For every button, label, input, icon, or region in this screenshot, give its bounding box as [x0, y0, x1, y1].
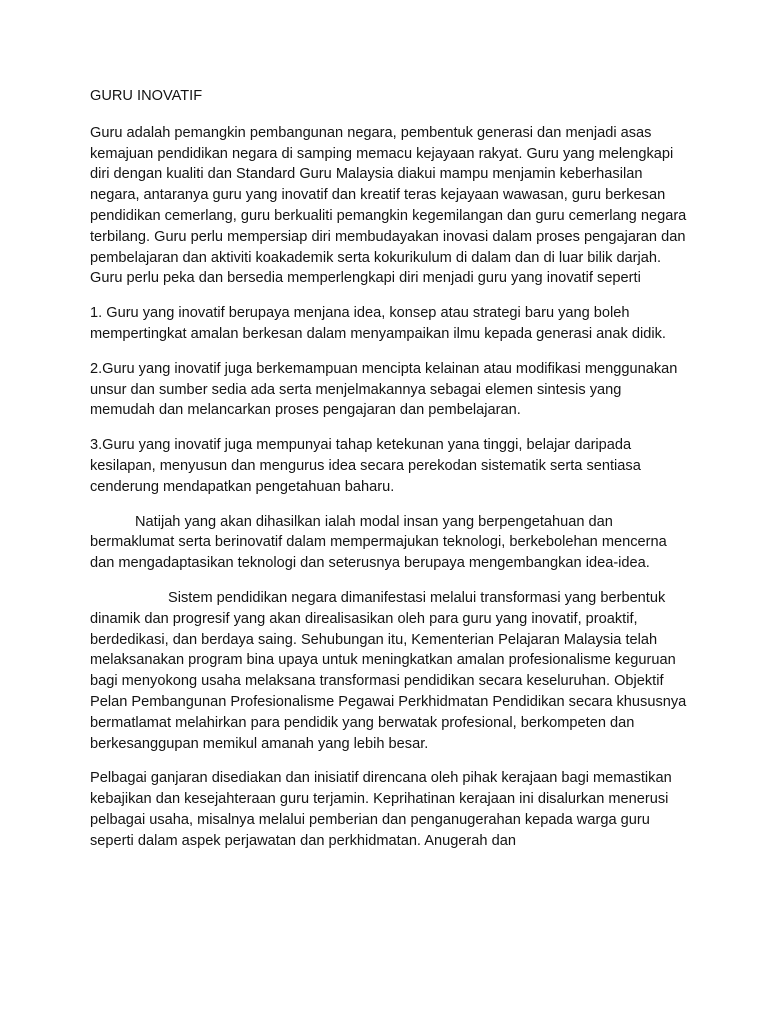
ganjaran-paragraph: Pelbagai ganjaran disediakan dan inisiatif direncana oleh pihak kerajaan bagi memastikan kebajikan dan kesejahteraan guru terjamin. Keprihatinan kerajaan ini disalurkan menerusi pelbagai usaha, misalnya melalui pemberian dan penganugerahan kepada warga guru seperti dalam aspek perjawatan dan perkhidmatan. Anugerah dan [90, 770, 672, 849]
natijah-paragraph: Natijah yang akan dihasilkan ialah modal insan yang berpengetahuan dan bermaklumat serta berinovatif dalam mempermajukan teknologi, berkebolehan mencerna dan mengadaptasikan teknologi dan seterusnya berupaya mengembangkan idea-idea. [90, 513, 667, 572]
document-title: GURU INOVATIF [90, 88, 203, 104]
intro-paragraph: Guru adalah pemangkin pembangunan negara, pembentuk generasi dan menjadi asas kemajuan pendidikan negara di samping memacu kejayaan rakyat. Guru yang melengkapi diri dengan kualiti dan Standard Guru Malaysia diakui mampu menjamin keberhasilan negara, antaranya guru yang inovatif dan kreatif teras kejayaan wawasan, guru berkesan pendidikan cemerlang, guru berkualiti pemangkin kegemilangan dan guru cemerlang negara terbilang. Guru perlu mempersiap diri membudayakan inovasi dalam proses pengajaran dan pembelajaran dan aktiviti koakademik serta kokurikulum di dalam dan di luar bilik darjah. Guru perlu peka dan bersedia memperlengkapi diri menjadi guru yang inovatif seperti [90, 124, 687, 287]
sistem-paragraph: Sistem pendidikan negara dimanifestasi melalui transformasi yang berbentuk dinamik dan progresif yang akan direalisasikan oleh para guru yang inovatif, proaktif, berdedikasi, dan berdaya saing. Sehubungan itu, Kementerian Pelajaran Malaysia telah melaksanakan program bina upaya untuk meningkatkan amalan profesionalisme keguruan bagi menyokong usaha melaksana transformasi pendidikan secara keseluruhan. Objektif Pelan Pembangunan Profesionalisme Pegawai Perkhidmatan Pendidikan secara khususnya bermatlamat melahirkan para pendidik yang berwatak profesional, berkompeten dan berkesanggupan memikul amanah yang lebih besar. [90, 589, 687, 752]
document-body [90, 86, 690, 852]
list-item-1: 1. Guru yang inovatif berupaya menjana idea, konsep atau strategi baru yang boleh mempertingkat amalan berkesan dalam menyampaikan ilmu kepada generasi anak didik. [90, 305, 666, 342]
list-item-3: 3.Guru yang inovatif juga mempunyai tahap ketekunan yana tinggi, belajar daripada kesilapan, menyusun dan mengurus idea secara perekodan sistematik serta sentiasa cenderung mendapatkan pengetahuan baharu. [90, 437, 641, 495]
list-item-2: 2.Guru yang inovatif juga berkemampuan mencipta kelainan atau modifikasi menggunakan unsur dan sumber sedia ada serta menjelmakannya sebagai elemen sintesis yang memudah dan melancarkan proses pengajaran dan pembelajaran. [90, 360, 678, 419]
